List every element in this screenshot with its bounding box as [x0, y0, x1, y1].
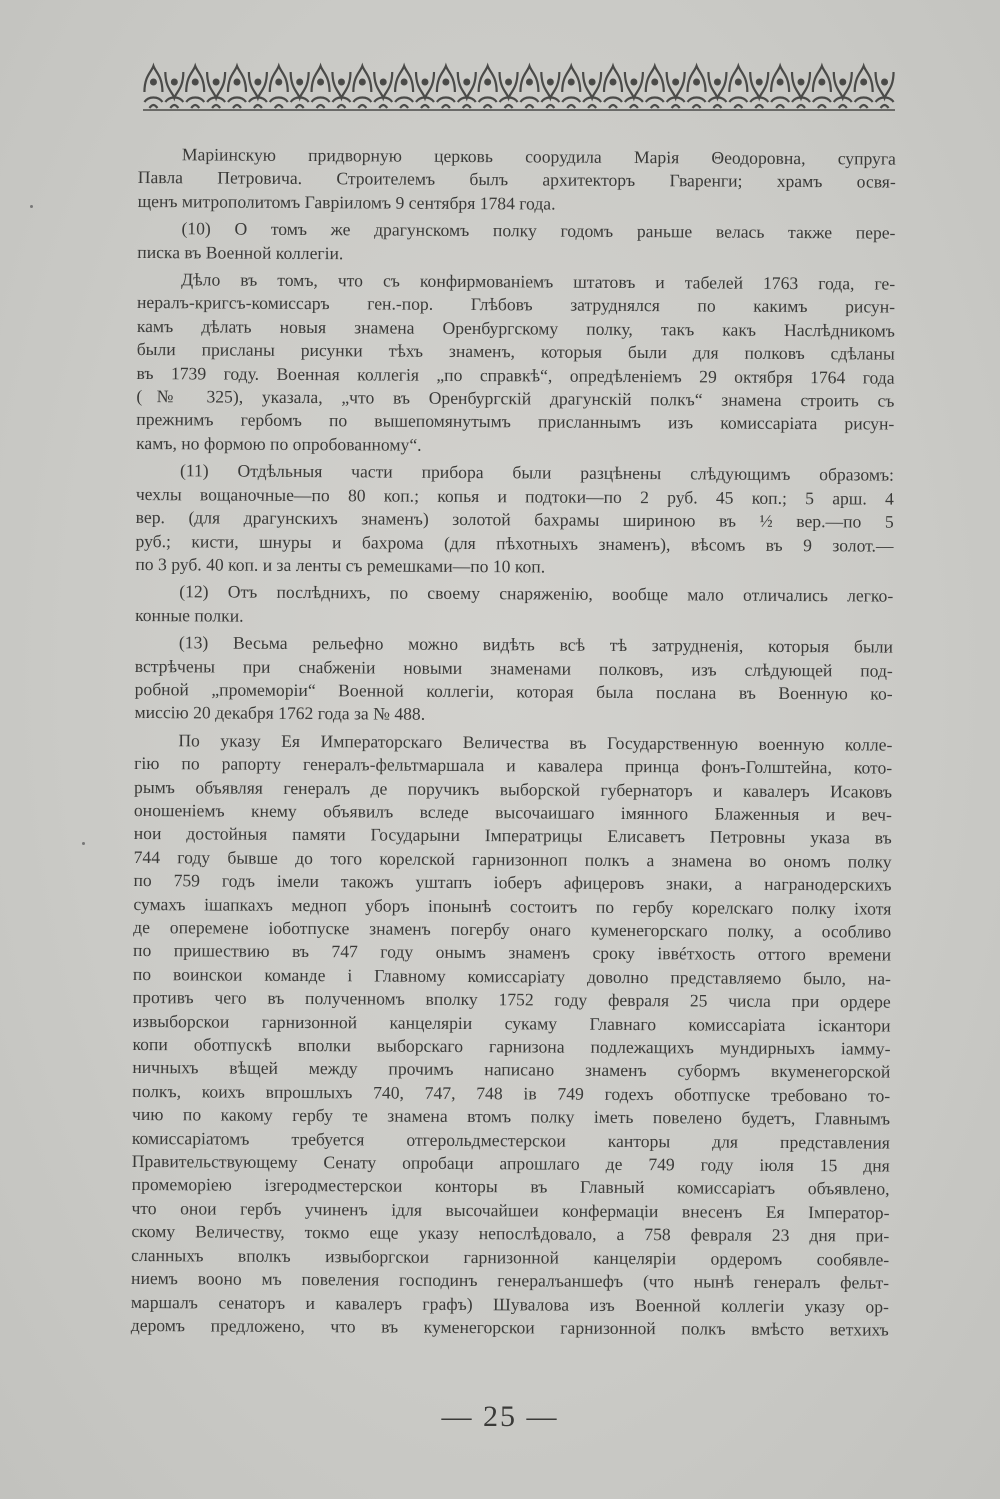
ornament-fleuron — [249, 72, 267, 108]
text-line: 744 году бывше до того корелской гарнизонноп полкъ а знамена во ономъ полку — [133, 846, 892, 872]
ornament-fleuron — [646, 66, 664, 108]
text-line: были присланы рисунки тѣхъ знаменъ, которыя были для полковъ сдѣланы — [136, 339, 895, 364]
paragraph — [136, 268, 895, 460]
text-line: нералъ-кригсъ-комиссаръ ген.-пор. Глѣбовъ затруднялся по какимъ рисун- — [136, 292, 896, 318]
ornament-fleuron — [604, 66, 622, 108]
ornament-fleuron — [395, 66, 413, 108]
text-line: оношеніемъ кнему объявилъ вследе высочаишаго імянного Блаженныя и веч- — [133, 799, 892, 825]
text-line: де опеpемене іоботпуске знаменъ погербу онаго куменегорскаго полку, а особливо — [133, 916, 892, 942]
ornament-fleuron — [479, 66, 497, 108]
ornament-fleuron — [855, 66, 873, 108]
ornament-fleuron — [500, 72, 518, 108]
text-line: по 759 годъ імели такожъ уштапъ іоберъ афицеровъ знаки, а награнодерскихъ — [133, 870, 892, 895]
text-line: деромъ предложено, что въ куменегорскои гарнизонной полкъ вмѣсто ветхихъ — [130, 1314, 889, 1340]
text-line: (13) Весьма рельефно можно видѣть всѣ тѣ затрудненія, которыя были — [178, 632, 893, 657]
ornament-fleuron — [750, 72, 768, 108]
text-line: гію по рапорту генералъ-фельтмаршала и кавалера принца фонъ-Голштейна, кото- — [134, 753, 893, 778]
ornament-fleuron — [562, 66, 580, 108]
ornament-fleuron — [228, 66, 246, 108]
text-line: по пришествию въ 747 году онымъ знаменъ сроку іввéтхость оттого времени — [133, 940, 892, 966]
body-text — [131, 143, 896, 1346]
text-line: маршалъ сенаторъ и кавалеръ графъ) Шувалова изъ Военной коллегіи указу ор- — [130, 1291, 889, 1317]
paragraph — [134, 631, 893, 729]
ornament-fleuron — [625, 72, 643, 108]
paper-speck — [30, 205, 33, 208]
ornament-fleuron — [834, 72, 852, 108]
paragraph — [137, 217, 895, 268]
ornament-fleuron — [876, 72, 894, 108]
page-number: — 25 — — [441, 1400, 559, 1433]
text-line: (12) Отъ послѣднихъ, по своему снаряженію, вообще мало отличались легко- — [179, 581, 894, 606]
text-line: нои достойныя памяти Государыни Імператрицы Елисаветъ Петровны указа въ — [133, 823, 892, 848]
text-line: Маріинскую придворную церковь соорудила Марія Θеодоровна, супруга — [181, 144, 896, 169]
text-line: чехлы вощаночные—по 80 коп.; копья и подтоки—по 2 руб. 45 коп.; 5 арш. 4 — [135, 483, 894, 509]
text-line: камъ, но формою по опробованному“. — [136, 432, 422, 455]
text-line: ничныхъ вѣщей между прочимъ написано знаменъ субормъ вкуменегорской — [132, 1057, 891, 1083]
ornament-fleuron — [332, 72, 350, 108]
ornament-fleuron — [165, 72, 183, 108]
text-line: полкъ, коихъ впрошлыхъ 740, 747, 748 ів 749 годехъ оботпуске требовано то- — [132, 1080, 891, 1106]
ornament-fleuron — [729, 66, 747, 108]
text-line: комиссаріатомъ требуется отгерольдместерскои канторы для представления — [131, 1127, 890, 1153]
text-line: что онои гербъ учиненъ ідля высочайшеи конфермаціи внесенъ Ея Імператор- — [131, 1197, 890, 1223]
text-line: чию по какому гербу те знамена втомъ полку іметь повелено будетъ, Главнымъ — [132, 1104, 891, 1129]
ornament-fleuron — [667, 72, 685, 108]
ornament-fleuron — [771, 66, 789, 108]
ornament-fleuron — [688, 66, 706, 108]
ornament-fleuron — [708, 72, 726, 108]
text-line: щенъ митрополитомъ Гавріиломъ 9 сентября 1784 года. — [137, 190, 556, 214]
text-line: Дѣло въ томъ, что съ конфирмованіемъ штатовъ и табелей 1763 года, ге- — [181, 269, 896, 294]
ornament-fleuron — [374, 72, 392, 108]
ornament-fleuron — [458, 72, 476, 108]
text-line: конные полки. — [135, 604, 244, 626]
paragraph — [131, 729, 893, 1342]
text-line: промеморіею ізгеродместерскои конторы въ Главный комиссаріатъ объявлено, — [131, 1174, 890, 1200]
text-line: (10) О томъ же драгунскомъ полку годомъ раньше велась также пере- — [181, 218, 896, 243]
text-line: миссію 20 декабря 1762 года за № 488. — [134, 702, 426, 725]
text-line: противъ чего въ полученномъ вполку 1752 году февраля 25 числа при ордере — [132, 987, 891, 1012]
ornament-fleuron — [520, 66, 538, 108]
text-line: рымъ объявляя генералъ де поручикъ выборской губернаторъ и кавалеръ Исаковъ — [134, 776, 893, 802]
ornament-fleuron — [270, 66, 288, 108]
ornament-fleuron — [792, 72, 810, 108]
text-line: писка въ Военной коллегіи. — [137, 241, 344, 263]
ornament-fleuron — [813, 66, 831, 108]
text-line: сланныхъ вполкъ извыборгскои гарнизонной канцеляріи ордеромъ сообявле- — [131, 1244, 890, 1270]
paper-speck — [82, 842, 85, 845]
text-line: робной „промеморіи“ Военной коллегіи, которая была послана въ Военную ко- — [134, 678, 893, 704]
ornament-fleuron — [312, 66, 330, 108]
text-line: руб.; кисти, шнуры и бахрома (для пѣхотныхъ знаменъ), вѣсомъ въ 9 золот.— — [135, 530, 894, 556]
text-line: встрѣчены при снабженіи новыми знаменами полковъ, изъ слѣдующей под- — [134, 655, 893, 681]
text-line: по воинскои команде і Главному комиссаріату доволно представляемо было, на- — [132, 963, 891, 989]
text-line: извыборскои гарнизонной канцеляріи сукаму Главнаго комиссаріата іскантори — [132, 1010, 891, 1036]
ornament-fleuron — [541, 72, 559, 108]
ornament-graphic — [143, 58, 895, 116]
ornament-fleuron — [583, 72, 601, 108]
text-line: по 3 руб. 40 коп. и за ленты съ ремешками—по 10 коп. — [135, 553, 546, 577]
text-line: сумахъ ішапкахъ медноп уборъ іпонынѣ состоитъ по гербу корелскаго полку іхотя — [133, 893, 892, 919]
ornament-fleuron — [353, 66, 371, 108]
header-ornament-border — [143, 58, 895, 116]
text-line: По указу Ея Императорскаго Величества въ Государственную военную колле- — [178, 730, 893, 755]
text-line: ниемъ вооно мъ повеления господинъ генералъаншефъ (что нынѣ генералъ фельт- — [131, 1268, 890, 1293]
text-line: (№ 325), указала, „что въ Оренбургскій драгунскій полкъ“ знамена строить съ — [136, 386, 895, 411]
text-line: Правительствующему Сенату опробаци апрошлаго де 749 году іюля 15 дня — [131, 1151, 890, 1176]
paragraph — [135, 459, 894, 581]
text-line: Павла Петровича. Строителемъ былъ архитекторъ Гваренги; храмъ освя- — [137, 167, 896, 193]
text-line: камъ дѣлать новыя знамена Оренбургскому полку, такъ какъ Наслѣдникомъ — [136, 315, 895, 341]
ornament-fleuron — [207, 72, 225, 108]
paragraph — [138, 143, 896, 218]
text-line: прежнимъ гербомъ по вышепомянутымъ присланнымъ изъ комиссаріата рисун- — [136, 409, 895, 435]
text-line: вер. (для драгунскихъ знаменъ) золотой бахрамы шириною въ ½ вер.—по 5 — [135, 507, 894, 532]
text-line: копи оботпускѣ вполки выборскаго гарнизона подлежащихъ мундирныхъ іамму- — [132, 1034, 891, 1059]
ornament-fleuron — [186, 66, 204, 108]
text-line: въ 1739 году. Военная коллегія „по справкѣ“, опредѣленіемъ 29 октября 1764 года — [136, 362, 895, 388]
paragraph — [135, 580, 893, 631]
text-line: скому Величеству, токмо еще указу непослѣдовало, а 758 февраля 23 дня при- — [131, 1221, 890, 1246]
text-line: (11) Отдѣльныя части прибора были разцѣнены слѣдующимъ образомъ: — [179, 460, 895, 485]
ornament-fleuron — [416, 72, 434, 108]
ornament-fleuron — [437, 66, 455, 108]
ornament-fleuron — [144, 66, 162, 108]
ornament-fleuron — [291, 72, 309, 108]
